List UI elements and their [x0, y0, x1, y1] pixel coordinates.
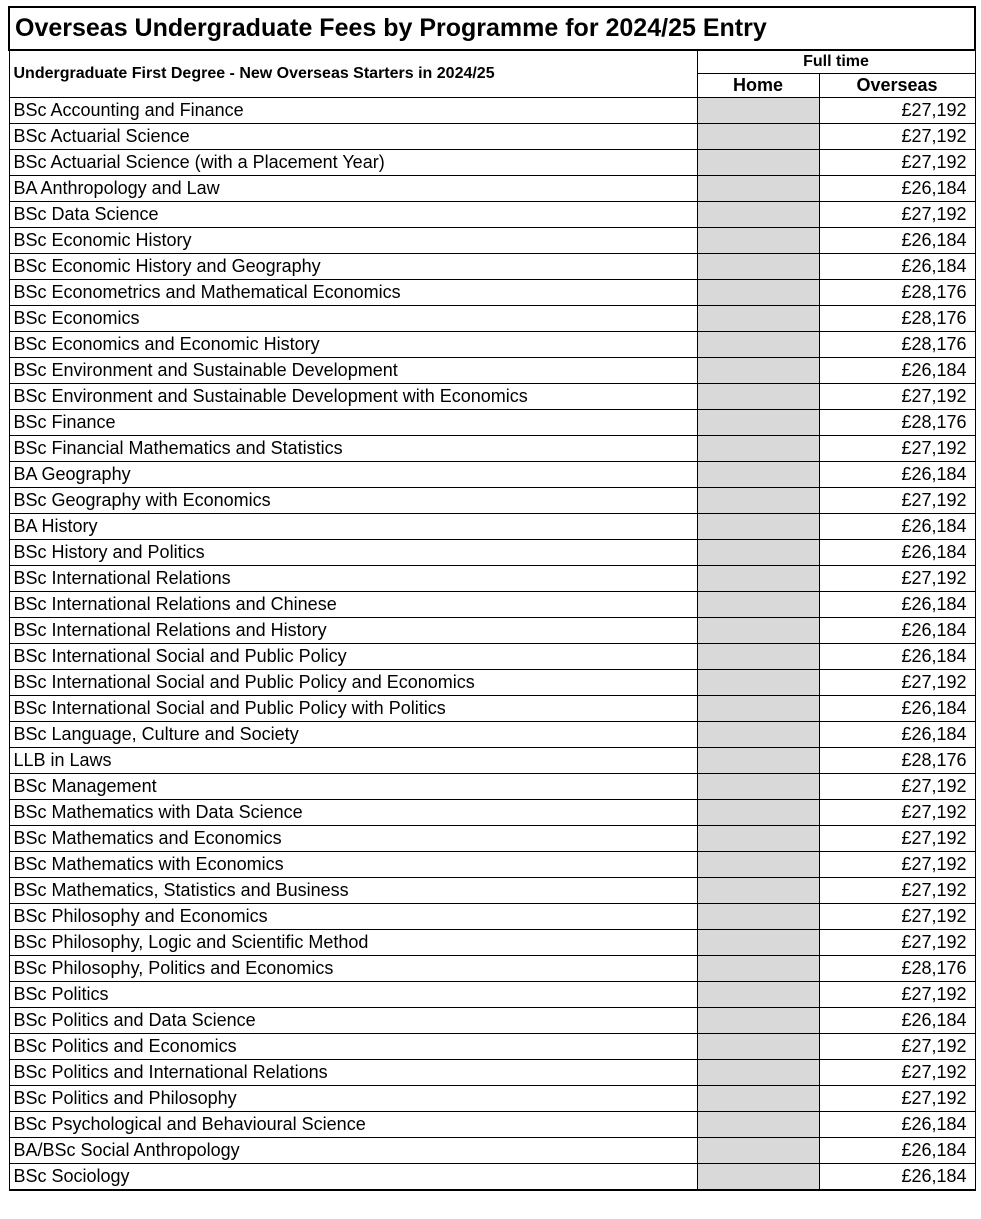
table-row [9, 358, 975, 384]
overseas-fee: £27,192 [819, 566, 975, 592]
table-row [9, 748, 975, 774]
programme-name: BSc Environment and Sustainable Development [9, 358, 697, 384]
table-row [9, 644, 975, 670]
programme-name: BSc Economics [9, 306, 697, 332]
programme-name: BSc Sociology [9, 1164, 697, 1191]
table-row [9, 1060, 975, 1086]
programme-name: LLB in Laws [9, 748, 697, 774]
home-fee-cell [697, 722, 819, 748]
home-fee-cell [697, 1112, 819, 1138]
programme-name: BSc International Social and Public Policy [9, 644, 697, 670]
programme-name: BSc Economics and Economic History [9, 332, 697, 358]
overseas-fee: £28,176 [819, 280, 975, 306]
programme-name: BSc Philosophy and Economics [9, 904, 697, 930]
programme-name: BSc Finance [9, 410, 697, 436]
home-fee-cell [697, 1060, 819, 1086]
overseas-fee: £28,176 [819, 410, 975, 436]
table-row [9, 774, 975, 800]
home-fee-cell [697, 800, 819, 826]
programme-name: BSc Politics and Data Science [9, 1008, 697, 1034]
fees-table-body [9, 7, 975, 1190]
overseas-fee: £26,184 [819, 176, 975, 202]
overseas-fee: £27,192 [819, 1086, 975, 1112]
home-fee-cell [697, 384, 819, 410]
table-row [9, 488, 975, 514]
programme-name: BSc Mathematics with Economics [9, 852, 697, 878]
programme-name: BSc International Social and Public Policy with Politics [9, 696, 697, 722]
programme-name: BSc Politics [9, 982, 697, 1008]
table-row [9, 618, 975, 644]
table-row [9, 254, 975, 280]
table-row [9, 956, 975, 982]
programme-name: BA/BSc Social Anthropology [9, 1138, 697, 1164]
home-fee-cell [697, 514, 819, 540]
overseas-fee: £27,192 [819, 436, 975, 462]
home-fee-cell [697, 98, 819, 124]
programme-name: BA Anthropology and Law [9, 176, 697, 202]
programme-name: BSc Philosophy, Logic and Scientific Method [9, 930, 697, 956]
programme-name: BSc Environment and Sustainable Development with Economics [9, 384, 697, 410]
programme-name: BSc Politics and International Relations [9, 1060, 697, 1086]
home-fee-cell [697, 176, 819, 202]
programme-name: BSc International Social and Public Policy and Economics [9, 670, 697, 696]
table-row [9, 436, 975, 462]
table-row [9, 930, 975, 956]
programme-name: BSc Econometrics and Mathematical Economics [9, 280, 697, 306]
home-fee-cell [697, 202, 819, 228]
table-subheading: Undergraduate First Degree - New Overseas Starters in 2024/25 [9, 50, 697, 98]
overseas-fee: £27,192 [819, 150, 975, 176]
home-fee-cell [697, 410, 819, 436]
home-fee-cell [697, 358, 819, 384]
overseas-fee: £26,184 [819, 644, 975, 670]
programme-name: BSc Mathematics, Statistics and Business [9, 878, 697, 904]
home-fee-cell [697, 644, 819, 670]
table-row [9, 566, 975, 592]
overseas-fee: £26,184 [819, 514, 975, 540]
table-row [9, 800, 975, 826]
home-fee-cell [697, 280, 819, 306]
programme-name: BSc Philosophy, Politics and Economics [9, 956, 697, 982]
programme-name: BSc Geography with Economics [9, 488, 697, 514]
home-fee-cell [697, 592, 819, 618]
programme-name: BSc Actuarial Science [9, 124, 697, 150]
programme-name: BSc Financial Mathematics and Statistics [9, 436, 697, 462]
home-fee-cell [697, 748, 819, 774]
overseas-fee: £26,184 [819, 228, 975, 254]
overseas-fee: £27,192 [819, 800, 975, 826]
home-fee-cell [697, 462, 819, 488]
home-fee-cell [697, 254, 819, 280]
table-row [9, 306, 975, 332]
table-row [9, 332, 975, 358]
home-fee-cell [697, 332, 819, 358]
home-column-header: Home [697, 74, 819, 98]
overseas-column-header: Overseas [819, 74, 975, 98]
programme-name: BSc Economic History and Geography [9, 254, 697, 280]
table-row [9, 228, 975, 254]
home-fee-cell [697, 696, 819, 722]
table-row [9, 852, 975, 878]
programme-name: BSc Data Science [9, 202, 697, 228]
overseas-fee: £27,192 [819, 826, 975, 852]
home-fee-cell [697, 488, 819, 514]
programme-name: BSc Actuarial Science (with a Placement Year) [9, 150, 697, 176]
programme-name: BSc History and Politics [9, 540, 697, 566]
programme-name: BSc Mathematics and Economics [9, 826, 697, 852]
home-fee-cell [697, 1086, 819, 1112]
page-title: Overseas Undergraduate Fees by Programme for 2024/25 Entry [9, 7, 975, 50]
overseas-fee: £27,192 [819, 670, 975, 696]
home-fee-cell [697, 956, 819, 982]
header-row-1 [9, 50, 975, 74]
table-row [9, 1112, 975, 1138]
overseas-fee: £27,192 [819, 124, 975, 150]
programme-name: BSc International Relations and Chinese [9, 592, 697, 618]
programme-name: BSc Accounting and Finance [9, 98, 697, 124]
home-fee-cell [697, 1138, 819, 1164]
overseas-fee: £27,192 [819, 930, 975, 956]
programme-name: BA History [9, 514, 697, 540]
table-row [9, 98, 975, 124]
table-row [9, 696, 975, 722]
programme-name: BSc International Relations [9, 566, 697, 592]
table-row [9, 280, 975, 306]
home-fee-cell [697, 930, 819, 956]
home-fee-cell [697, 878, 819, 904]
home-fee-cell [697, 618, 819, 644]
home-fee-cell [697, 228, 819, 254]
overseas-fee: £27,192 [819, 202, 975, 228]
overseas-fee: £27,192 [819, 98, 975, 124]
overseas-fee: £26,184 [819, 254, 975, 280]
overseas-fee: £26,184 [819, 722, 975, 748]
table-row [9, 150, 975, 176]
table-row [9, 1164, 975, 1191]
programme-name: BSc Psychological and Behavioural Science [9, 1112, 697, 1138]
overseas-fee: £27,192 [819, 852, 975, 878]
home-fee-cell [697, 982, 819, 1008]
fees-table [8, 6, 976, 1191]
overseas-fee: £26,184 [819, 1008, 975, 1034]
overseas-fee: £28,176 [819, 332, 975, 358]
overseas-fee: £27,192 [819, 774, 975, 800]
table-row [9, 670, 975, 696]
table-row [9, 202, 975, 228]
table-row [9, 982, 975, 1008]
overseas-fee: £26,184 [819, 1112, 975, 1138]
overseas-fee: £27,192 [819, 1060, 975, 1086]
home-fee-cell [697, 826, 819, 852]
home-fee-cell [697, 774, 819, 800]
table-row [9, 826, 975, 852]
home-fee-cell [697, 566, 819, 592]
home-fee-cell [697, 852, 819, 878]
home-fee-cell [697, 150, 819, 176]
overseas-fee: £27,192 [819, 488, 975, 514]
home-fee-cell [697, 1008, 819, 1034]
overseas-fee: £26,184 [819, 358, 975, 384]
overseas-fee: £26,184 [819, 1164, 975, 1191]
programme-name: BSc Mathematics with Data Science [9, 800, 697, 826]
overseas-fee: £27,192 [819, 1034, 975, 1060]
title-row [9, 7, 975, 50]
programme-name: BA Geography [9, 462, 697, 488]
home-fee-cell [697, 540, 819, 566]
overseas-fee: £27,192 [819, 982, 975, 1008]
programme-name: BSc Language, Culture and Society [9, 722, 697, 748]
table-row [9, 176, 975, 202]
programme-name: BSc Politics and Philosophy [9, 1086, 697, 1112]
table-row [9, 592, 975, 618]
overseas-fee: £27,192 [819, 384, 975, 410]
overseas-fee: £27,192 [819, 878, 975, 904]
overseas-fee: £26,184 [819, 462, 975, 488]
home-fee-cell [697, 904, 819, 930]
overseas-fee: £26,184 [819, 696, 975, 722]
home-fee-cell [697, 1034, 819, 1060]
home-fee-cell [697, 1164, 819, 1191]
home-fee-cell [697, 124, 819, 150]
overseas-fee: £26,184 [819, 540, 975, 566]
table-row [9, 124, 975, 150]
table-row [9, 722, 975, 748]
overseas-fee: £28,176 [819, 956, 975, 982]
table-row [9, 904, 975, 930]
table-row [9, 410, 975, 436]
overseas-fee: £26,184 [819, 618, 975, 644]
overseas-fee: £27,192 [819, 904, 975, 930]
overseas-fee: £28,176 [819, 306, 975, 332]
table-row [9, 1034, 975, 1060]
table-row [9, 878, 975, 904]
programme-name: BSc Management [9, 774, 697, 800]
programme-name: BSc Economic History [9, 228, 697, 254]
programme-name: BSc Politics and Economics [9, 1034, 697, 1060]
table-row [9, 1086, 975, 1112]
table-row [9, 1138, 975, 1164]
home-fee-cell [697, 670, 819, 696]
table-row [9, 1008, 975, 1034]
overseas-fee: £26,184 [819, 1138, 975, 1164]
home-fee-cell [697, 306, 819, 332]
table-row [9, 462, 975, 488]
programme-name: BSc International Relations and History [9, 618, 697, 644]
fee-sheet [8, 6, 974, 1191]
overseas-fee: £26,184 [819, 592, 975, 618]
table-row [9, 384, 975, 410]
home-fee-cell [697, 436, 819, 462]
overseas-fee: £28,176 [819, 748, 975, 774]
full-time-header: Full time [697, 50, 975, 74]
table-row [9, 540, 975, 566]
table-row [9, 514, 975, 540]
